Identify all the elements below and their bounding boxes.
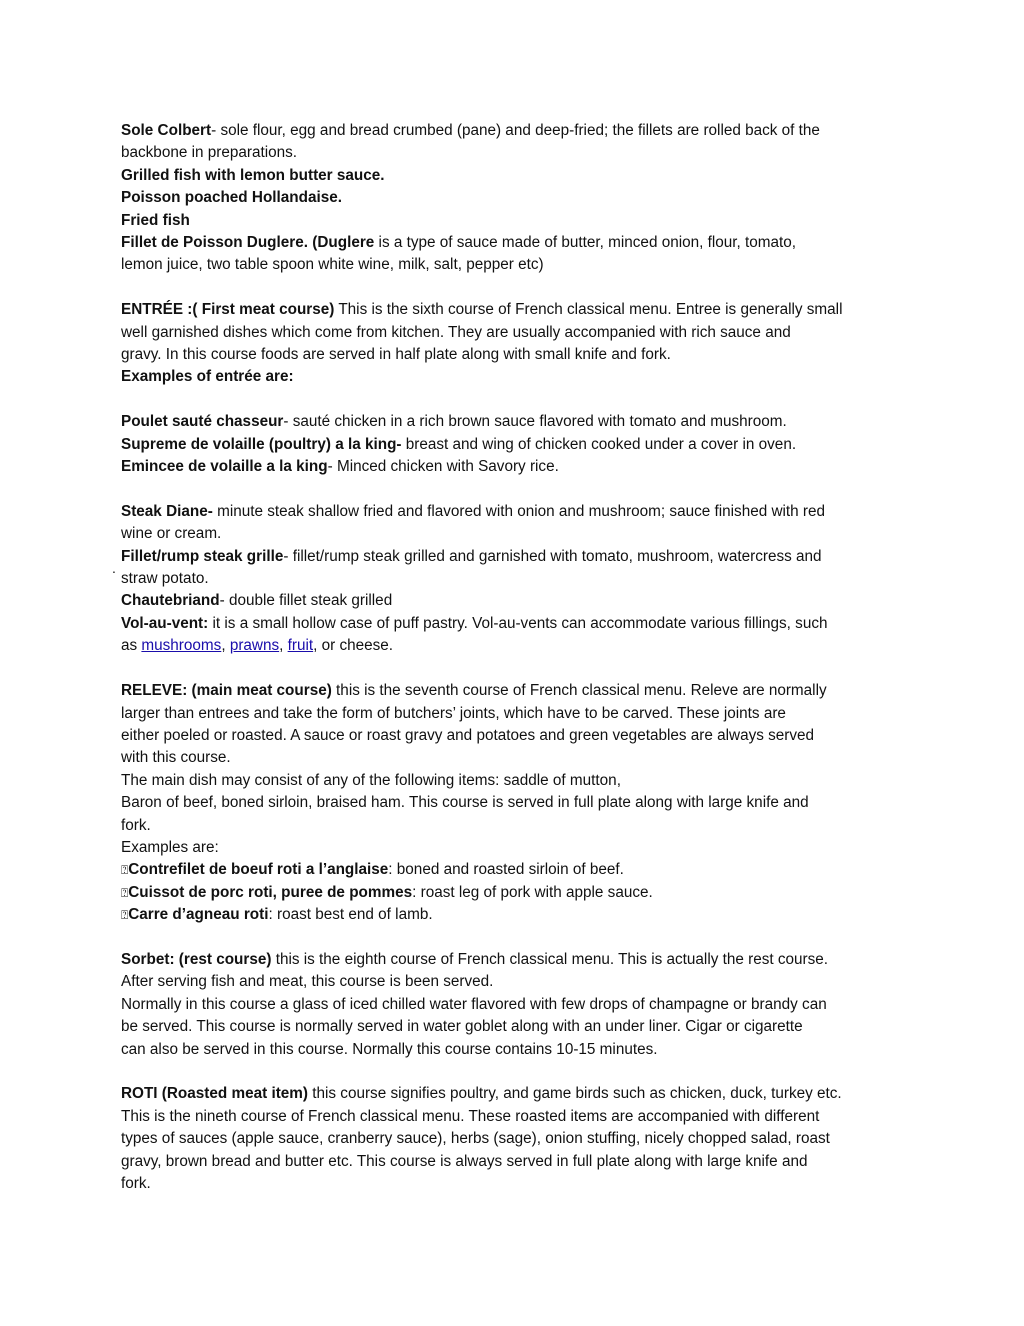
list-item [121, 904, 911, 926]
sole-colbert-desc: - sole flour, egg and bread crumbed (pane) and deep-fried; the fillets are rolled back of the [211, 122, 820, 139]
contrefilet-desc: : boned and roasted sirloin of beef. [388, 861, 624, 879]
list-item [121, 434, 911, 456]
rump-steak-title: Fillet/rump steak grille [121, 547, 284, 565]
releve-section [121, 680, 911, 926]
releve-main-dish-line: The main dish may consist of any of the following items: saddle of mutton, [121, 771, 621, 789]
comma-text: , [221, 637, 230, 655]
entree-steak-list [121, 501, 911, 658]
releve-fork-line: fork. [121, 816, 151, 834]
entree-intro [121, 299, 911, 389]
entree-intro-line-3: gravy. In this course foods are served in half plate along with small knife and fork. [121, 346, 671, 364]
list-item [121, 590, 911, 612]
carre-desc: : roast best end of lamb. [268, 906, 433, 924]
sorbet-heading-line [121, 949, 911, 971]
releve-heading: RELEVE: (main meat course) [121, 682, 332, 700]
releve-line-2: larger than entrees and take the form of butchers’ joints, which have to be carved. These joints are [121, 704, 786, 722]
sorbet-intro-text: this is the eighth course of French classical menu. This is actually the rest course. [271, 950, 829, 968]
list-item [121, 882, 911, 904]
steak-diane-desc-cont: wine or cream. [121, 525, 222, 543]
cheese-text: , or cheese. [313, 637, 394, 655]
list-item [121, 501, 911, 523]
sorbet-section [121, 949, 911, 1061]
list-item [121, 456, 911, 478]
list-item [121, 613, 911, 635]
roti-heading-line [121, 1083, 911, 1105]
releve-baron-line: Baron of beef, boned sirloin, braised ham. This course is served in full plate along with large knife and [121, 794, 809, 812]
entree-intro-text: This is the sixth course of French classical menu. Entree is generally small [334, 301, 843, 319]
entree-intro-line-2: well garnished dishes which come from kitchen. They are usually accompanied with rich sauce and [121, 323, 791, 341]
comma-text: , [279, 637, 288, 655]
grilled-fish-line [121, 165, 911, 187]
poached-fish-line [121, 187, 911, 209]
poulet-desc: - sauté chicken in a rich brown sauce flavored with tomato and mushroom. [283, 413, 787, 431]
roti-line-2: This is the nineth course of French classical menu. These roasted items are accompanied with different [121, 1107, 820, 1125]
releve-heading-line [121, 680, 911, 702]
fillet-duglere-desc: is a type of sauce made of butter, minced onion, flour, tomato, [374, 234, 797, 252]
missing-glyph-icon: ⍰ [121, 885, 129, 900]
prawns-link[interactable]: prawns [229, 637, 280, 655]
mushrooms-link[interactable]: mushrooms [141, 637, 222, 655]
entree-poultry-list [121, 411, 911, 478]
cuissot-desc: : roast leg of pork with apple sauce. [412, 883, 653, 901]
sorbet-line-2: After serving fish and meat, this course is been served. [121, 973, 494, 991]
fried-fish-line [121, 210, 911, 232]
poached-fish-title: Poisson poached Hollandaise. [121, 189, 343, 207]
grilled-fish-title: Grilled fish with lemon butter sauce. [121, 166, 385, 184]
roti-line-4: gravy, brown bread and butter etc. This course is always served in full plate along with large knife and [121, 1152, 808, 1170]
releve-intro-text: this is the seventh course of French classical menu. Releve are normally [331, 682, 827, 700]
chautebriand-title: Chautebriand [121, 592, 220, 610]
supreme-title: Supreme de volaille (poultry) a la king- [121, 435, 402, 453]
contrefilet-title: Contrefilet de boeuf roti a l’anglaise [128, 861, 389, 879]
releve-line-4: with this course. [121, 749, 231, 767]
cuissot-title: Cuissot de porc roti, puree de pommes [128, 883, 413, 901]
fried-fish-title: Fried fish [121, 211, 190, 229]
sorbet-line-3: Normally in this course a glass of iced chilled water flavored with few drops of champagne or brandy can [121, 995, 827, 1013]
steak-diane-title: Steak Diane- [121, 502, 213, 520]
list-item [121, 411, 911, 433]
vol-as-text: as [121, 637, 142, 655]
fish-section [121, 120, 911, 277]
fillet-duglere-line [121, 232, 911, 254]
roti-section [121, 1083, 911, 1195]
sorbet-line-5: can also be served in this course. Normally this course contains 10-15 minutes. [121, 1040, 658, 1058]
steak-diane-desc: minute steak shallow fried and flavored with onion and mushroom; sauce finished with red [212, 502, 826, 520]
roti-heading: ROTI (Roasted meat item) [121, 1085, 308, 1103]
vol-au-vent-title: Vol-au-vent: [121, 614, 209, 632]
roti-line-5: fork. [121, 1175, 151, 1192]
entree-examples-label [121, 366, 911, 388]
rump-steak-desc-cont: straw potato. [121, 570, 209, 588]
emincee-title: Emincee de volaille a la king [121, 458, 328, 476]
fillet-duglere-title: Fillet de Poisson Duglere. (Duglere [121, 234, 375, 252]
releve-examples-label: Examples are: [121, 838, 219, 856]
entree-examples-title: Examples of entrée are: [121, 368, 294, 386]
vol-au-vent-desc: it is a small hollow case of puff pastry. Vol-au-vents can accommodate various fillings, such [208, 614, 828, 632]
list-item [121, 859, 911, 881]
missing-glyph-icon: ⍰ [121, 863, 129, 878]
sole-colbert-title: Sole Colbert [121, 122, 212, 139]
rump-steak-desc: - fillet/rump steak grilled and garnished with tomato, mushroom, watercress and [283, 547, 822, 565]
document-body [121, 120, 911, 1218]
missing-glyph-icon: ⍰ [121, 908, 129, 923]
entree-heading-line [121, 299, 911, 321]
emincee-desc: - Minced chicken with Savory rice. [327, 458, 559, 476]
sole-colbert-desc-cont: backbone in preparations. [121, 144, 298, 162]
releve-line-3: either poeled or roasted. A sauce or roast gravy and potatoes and green vegetables are always served [121, 726, 815, 744]
supreme-desc: breast and wing of chicken cooked under a cover in oven. [401, 435, 797, 453]
roti-intro-text: this course signifies poultry, and game birds such as chicken, duck, turkey etc. [308, 1085, 842, 1103]
chautebriand-desc: - double fillet steak grilled [219, 592, 393, 610]
stray-dot-mark: . [112, 560, 116, 576]
roti-line-3: types of sauces (apple sauce, cranberry sauce), herbs (sage), onion stuffing, nicely chopped salad, roast [121, 1130, 830, 1148]
sorbet-heading: Sorbet: (rest course) [121, 950, 272, 968]
vol-au-vent-desc-cont [121, 635, 911, 657]
poulet-title: Poulet sauté chasseur [121, 413, 284, 431]
entree-heading: ENTRÉE :( First meat course) [121, 301, 335, 319]
carre-title: Carre d’agneau roti [128, 906, 269, 924]
sorbet-line-4: be served. This course is normally served in water goblet along with an under liner. Cigar or cigarette [121, 1018, 803, 1036]
list-item [121, 546, 911, 568]
fillet-duglere-desc-cont: lemon juice, two table spoon white wine, milk, salt, pepper etc) [121, 256, 544, 274]
sole-colbert-line [121, 120, 911, 142]
fruit-link[interactable]: fruit [287, 637, 314, 655]
